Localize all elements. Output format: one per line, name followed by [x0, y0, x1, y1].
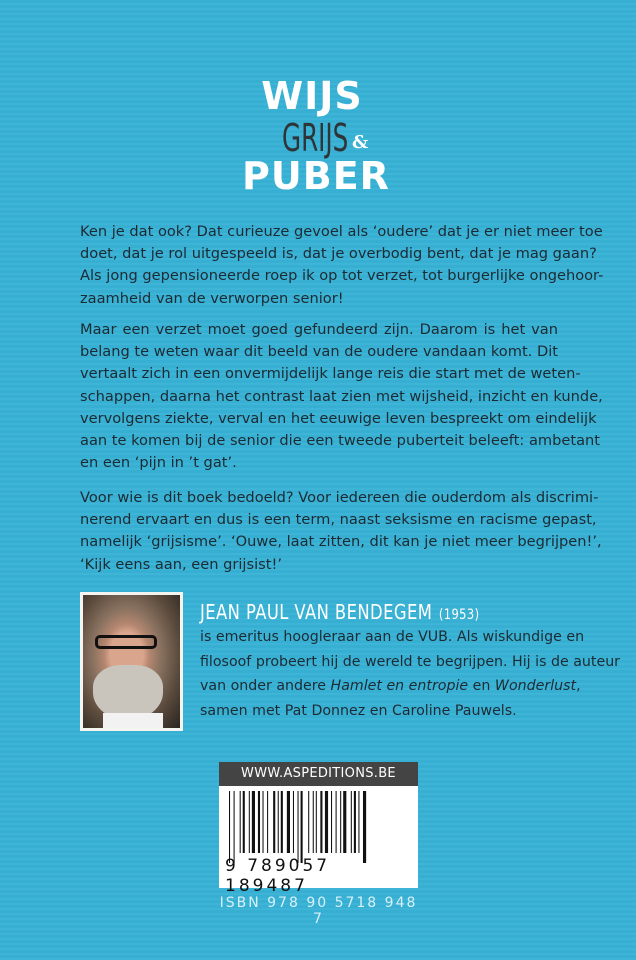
bio-text: , — [576, 678, 581, 694]
barcode-bar — [293, 791, 294, 853]
barcode-bar — [234, 791, 235, 863]
book-title-hamlet: Hamlet en entropie — [330, 678, 469, 694]
paragraph-line: vervolgens ziekte, verval en het eeuwige leven bespreekt om eindelijk — [80, 409, 597, 427]
blurb-paragraph-2 — [80, 319, 603, 474]
paragraph-line: Maar een verzet moet goed gefundeerd zijn. Daarom is het van — [80, 321, 558, 338]
barcode-bar — [301, 791, 303, 863]
barcode-bar — [229, 791, 230, 863]
paragraph-line: zaamheid van de verworpen senior! — [80, 289, 344, 307]
title-grijs: GRIJS — [282, 116, 349, 160]
barcode-bar — [287, 791, 290, 853]
barcode-bar — [308, 791, 309, 853]
paragraph-line: belang te weten waar dit beeld van de oudere vandaan komt. Dit — [80, 343, 558, 361]
paragraph-line: nerend ervaart en dus is een term, naast seksisme en racisme gepast, — [80, 511, 597, 529]
barcode-bars — [229, 791, 409, 866]
paragraph-line: Als jong gepensioneerde roep ik op tot verzet, tot burgerlijke ongehoor- — [80, 267, 604, 285]
barcode-bar — [262, 791, 263, 853]
blurb-paragraph-3 — [80, 487, 602, 576]
bio-text: van onder andere — [200, 678, 331, 694]
bio-line: samen met Pat Donnez en Caroline Pauwels. — [200, 702, 517, 719]
paragraph-line: namelijk ‘grijsisme’. ‘Ouwe, laat zitten, dit kan je niet meer begrijpen!’, — [80, 533, 602, 551]
barcode-bar — [331, 791, 332, 853]
barcode-bar — [351, 791, 352, 853]
isbn-number: ISBN 978 90 5718 948 7 — [219, 895, 418, 927]
author-bio — [200, 625, 621, 723]
publisher-url: WWW.ASPEDITIONS.BE — [219, 762, 418, 786]
author-birth-year: (1953) — [438, 607, 480, 623]
paragraph-line: Ken je dat ook? Dat curieuze gevoel als ‘oudere’ dat je er niet meer toe — [80, 223, 603, 240]
title-wijs: WIJS — [261, 74, 363, 118]
book-title-wonderlust: Wonderlust — [494, 678, 577, 694]
paragraph-line: en een ‘pijn in ’t gat’. — [80, 454, 237, 472]
paragraph-line: vertaalt zich in een onvermijdelijk lange reis die start met de weten- — [80, 365, 581, 383]
barcode-digits: 9 789057 189487 — [225, 856, 331, 896]
barcode-bar — [354, 791, 356, 853]
barcode-bar — [240, 791, 241, 853]
barcode-bar — [358, 791, 359, 853]
barcode-bar — [281, 791, 283, 853]
paragraph-line: aan te komen bij de senior die een tweede puberteit beleeft: ambetant — [80, 432, 601, 450]
bio-text: en — [468, 678, 495, 694]
title-ampersand: & — [352, 132, 369, 153]
barcode-bar — [249, 791, 250, 853]
barcode-bar — [313, 791, 314, 853]
title-puber: PUBER — [242, 154, 390, 198]
paragraph-line: Voor wie is dit boek bedoeld? Voor iedereen die ouderdom als discrimi- — [80, 489, 599, 506]
barcode-bar — [258, 791, 260, 853]
barcode-bar — [273, 791, 275, 853]
barcode-bar — [363, 791, 366, 863]
paragraph-line: doet, dat je rol uitgespeeld is, dat je overbodig bent, dat je mag gaan? — [80, 245, 597, 263]
barcode-bar — [252, 791, 255, 853]
author-name-heading — [200, 600, 480, 624]
barcode-bar — [343, 791, 346, 853]
barcode-bar — [340, 791, 341, 853]
barcode-bar — [243, 791, 245, 853]
bio-line: filosoof probeert hij de wereld te begrijpen. Hij is de auteur — [200, 653, 621, 670]
barcode-bar — [316, 791, 317, 853]
barcode-bar — [320, 791, 322, 853]
blurb-paragraph-1 — [80, 221, 604, 310]
author-photo — [80, 592, 183, 731]
barcode-bar — [278, 791, 279, 853]
barcode-box — [219, 762, 418, 896]
paragraph-line: ‘Kijk eens aan, een grijsist!’ — [80, 555, 282, 573]
barcode-bar — [336, 791, 337, 853]
barcode-bar — [325, 791, 328, 853]
author-name: JEAN PAUL VAN BENDEGEM — [200, 600, 433, 624]
barcode-bar — [267, 791, 268, 853]
paragraph-line: schappen, daarna het contrast laat zien met wijsheid, inzicht en kunde, — [80, 387, 603, 405]
barcode-bar — [298, 791, 299, 863]
bio-line — [200, 674, 581, 699]
bio-line: is emeritus hoogleraar aan de VUB. Als wiskundige en — [200, 629, 585, 645]
